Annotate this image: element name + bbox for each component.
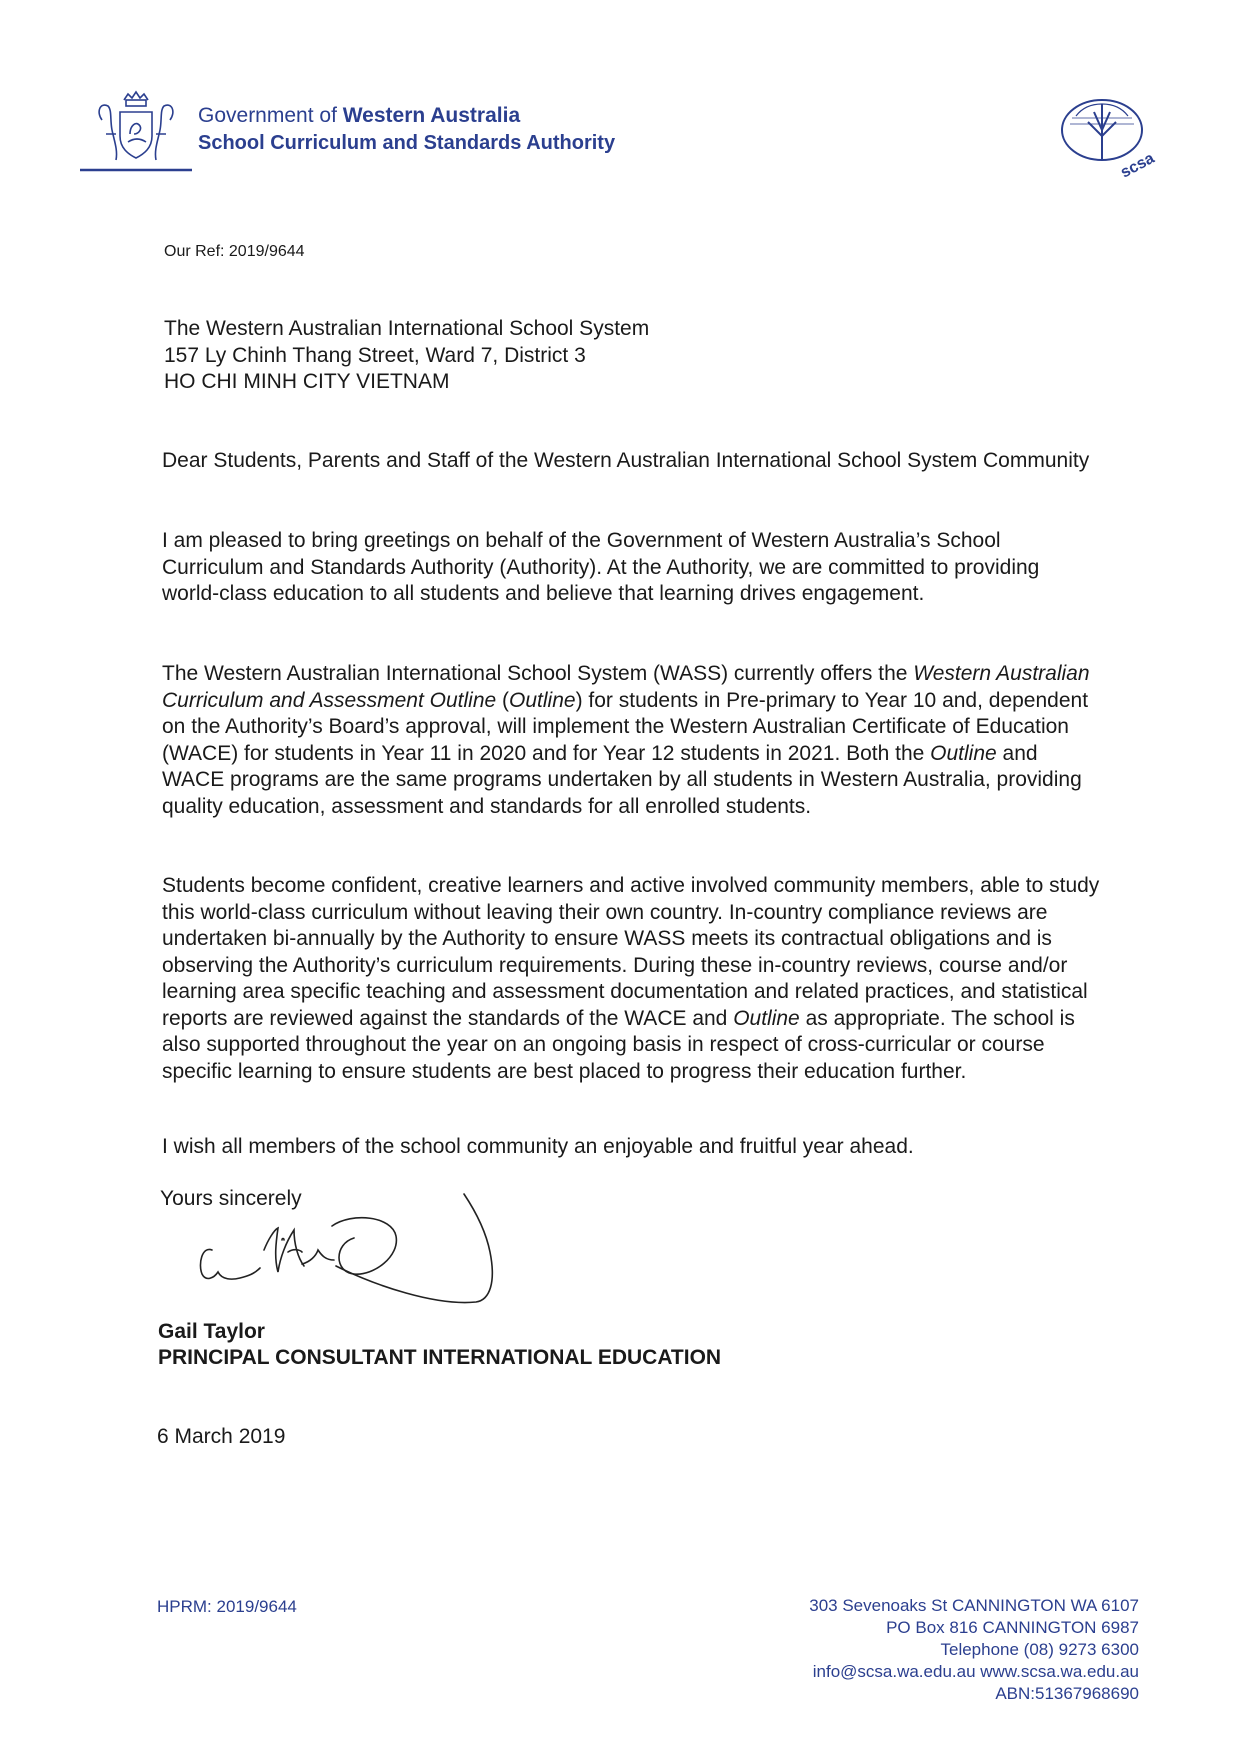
p2-italic-title: Western Australian Curriculum and Assessment Outline <box>162 662 1090 712</box>
footer-abn: ABN:51367968690 <box>995 1684 1139 1703</box>
recipient-address <box>164 316 649 396</box>
signatory-title: PRINCIPAL CONSULTANT INTERNATIONAL EDUCATION <box>158 1346 722 1369</box>
scsa-logo-text: scsa <box>1117 149 1158 182</box>
paragraph-1-text: I am pleased to bring greetings on behalf of the Government of Western Australia’s School Curriculum and Standards Authority (Authority). At the Authority, we are committed to providing world-class education to all students and believe that learning drives engagement. <box>162 529 1040 605</box>
p3-italic-outline: Outline <box>733 1006 800 1030</box>
salutation <box>162 448 1102 475</box>
recipient-line-2: 157 Ly Chinh Thang Street, Ward 7, District 3 <box>164 343 586 367</box>
salutation-text: Dear Students, Parents and Staff of the Western Australian International School System Community <box>162 449 1090 472</box>
letter-date: 6 March 2019 <box>157 1425 286 1448</box>
handwritten-signature <box>182 1190 532 1340</box>
p2-span: and WACE programs are the same programs undertaken by all students in Western Australia, providing quality education, assessment and standards for all enrolled students. <box>162 741 1082 818</box>
recipient-line-1: The Western Australian International School System <box>164 317 650 340</box>
letterhead-authority: School Curriculum and Standards Authority <box>198 132 616 154</box>
p2-span: The Western Australian International School System (WASS) currently offers the <box>162 662 914 685</box>
letterhead-government <box>198 104 520 128</box>
paragraph-3 <box>162 873 1102 1085</box>
p2-span: ) for students in Pre-primary to Year 10 and, dependent on the Authority’s Board’s approval, will implement the Western Australian Certificate of Education (WACE) for students in Year 11 in 2020 and for Year 12 students in 2021. Both the <box>162 688 1089 765</box>
signatory-name: Gail Taylor <box>158 1320 265 1343</box>
paragraph-4 <box>162 1134 1102 1161</box>
paragraph-4-text: I wish all members of the school community an enjoyable and fruitful year ahead. <box>162 1135 914 1158</box>
footer-address-pobox: PO Box 816 CANNINGTON 6987 <box>886 1618 1139 1637</box>
footer-telephone: Telephone (08) 9273 6300 <box>940 1640 1139 1659</box>
gov-name: Western Australia <box>342 104 521 127</box>
recipient-line-3: HO CHI MINH CITY VIETNAM <box>164 370 450 393</box>
footer-contact <box>809 1595 1139 1705</box>
footer-email-web[interactable]: info@scsa.wa.edu.au www.scsa.wa.edu.au <box>812 1662 1139 1681</box>
gov-prefix: Government of <box>198 104 343 127</box>
p2-italic-outline: Outline <box>930 741 997 765</box>
p2-span: ( <box>496 688 510 712</box>
p3-span: as appropriate. The school is also supported throughout the year on an ongoing basis in respect of cross-curricular or course specific learning to ensure students are best placed to progress their education further. <box>162 1006 1075 1083</box>
paragraph-1 <box>162 528 1102 608</box>
paragraph-2 <box>162 661 1102 820</box>
coat-of-arms-logo <box>80 90 192 172</box>
p2-italic-outline: Outline <box>509 688 576 712</box>
our-reference: Our Ref: 2019/9644 <box>164 243 305 260</box>
hprm-reference: HPRM: 2019/9644 <box>157 1597 297 1616</box>
scsa-tree-logo <box>1058 96 1160 182</box>
p3-span: Students become confident, creative learners and active involved community members, able to study this world-class curriculum without leaving their own country. In-country compliance reviews are undertaken bi-annually by the Authority to ensure WASS meets its contractual obligations and is observing the Authority’s curriculum requirements. During these in-country reviews, course and/or learning area specific teaching and assessment documentation and related practices, and statistical reports are reviewed against the standards of the WACE and <box>162 874 1100 1030</box>
footer-address-street: 303 Sevenoaks St CANNINGTON WA 6107 <box>809 1596 1139 1615</box>
closing: Yours sincerely <box>160 1187 302 1210</box>
